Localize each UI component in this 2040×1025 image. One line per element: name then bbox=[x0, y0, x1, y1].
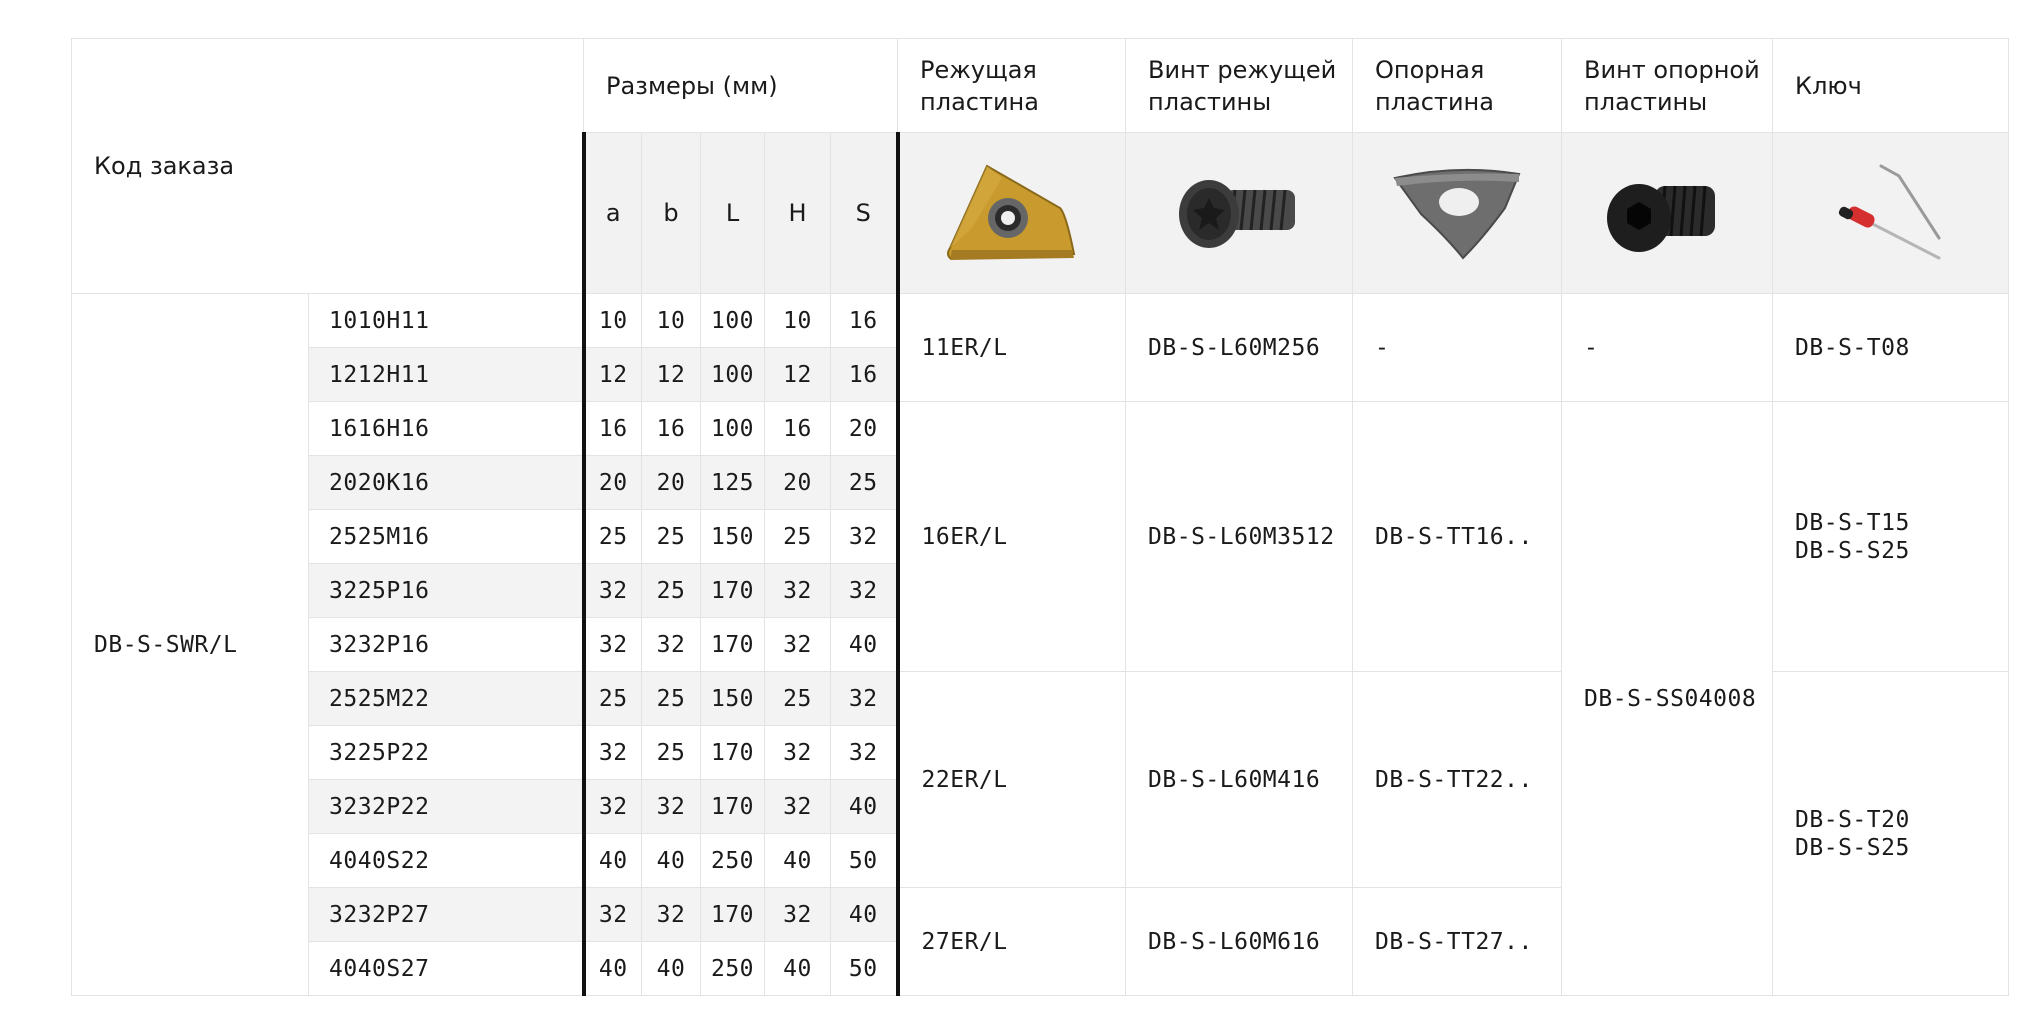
order-code-cell: 1010H11 bbox=[309, 294, 584, 348]
key-image bbox=[1773, 133, 2009, 294]
dim-H-cell: 32 bbox=[765, 564, 831, 618]
dim-S-cell: 32 bbox=[831, 510, 898, 564]
triangular-gold-insert-icon bbox=[942, 158, 1082, 268]
header-key: Ключ bbox=[1773, 39, 2009, 133]
header-support-screw: Винт опорной пластины bbox=[1562, 39, 1773, 133]
header-dim-b: b bbox=[642, 133, 701, 294]
dim-S-cell: 50 bbox=[831, 942, 898, 996]
insert-cell-27: 27ER/L bbox=[898, 888, 1126, 996]
dim-b-cell: 12 bbox=[642, 348, 701, 402]
torx-screw-icon bbox=[1169, 158, 1309, 268]
support-plate-image bbox=[1353, 133, 1562, 294]
order-code-cell: 2525M16 bbox=[309, 510, 584, 564]
header-dimensions: Размеры (мм) bbox=[584, 39, 898, 133]
dim-S-cell: 32 bbox=[831, 726, 898, 780]
dim-L-cell: 170 bbox=[701, 618, 765, 672]
header-dim-L: L bbox=[701, 133, 765, 294]
dim-a-cell: 32 bbox=[584, 888, 642, 942]
dim-H-cell: 40 bbox=[765, 942, 831, 996]
header-dim-a: a bbox=[584, 133, 642, 294]
dim-L-cell: 125 bbox=[701, 456, 765, 510]
dim-H-cell: 10 bbox=[765, 294, 831, 348]
insert-cell-16: 16ER/L bbox=[898, 402, 1126, 672]
dim-H-cell: 16 bbox=[765, 402, 831, 456]
order-code-cell: 4040S27 bbox=[309, 942, 584, 996]
support-screw-image bbox=[1562, 133, 1773, 294]
screw-cell-22: DB-S-L60M416 bbox=[1126, 672, 1353, 888]
header-support-plate: Опорная пластина bbox=[1353, 39, 1562, 133]
dim-b-cell: 40 bbox=[642, 834, 701, 888]
table-row bbox=[72, 402, 2009, 456]
header-dim-H: H bbox=[765, 133, 831, 294]
header-dim-S: S bbox=[831, 133, 898, 294]
order-code-cell: 2525M22 bbox=[309, 672, 584, 726]
order-code-cell: 1212H11 bbox=[309, 348, 584, 402]
plate-cell-11: - bbox=[1353, 294, 1562, 402]
plate-cell-22: DB-S-TT22.. bbox=[1353, 672, 1562, 888]
key-cell-22-27 bbox=[1773, 672, 2009, 996]
header-order-code: Код заказа bbox=[72, 39, 584, 294]
dim-a-cell: 40 bbox=[584, 942, 642, 996]
dim-b-cell: 16 bbox=[642, 402, 701, 456]
dim-a-cell: 32 bbox=[584, 618, 642, 672]
dim-L-cell: 170 bbox=[701, 888, 765, 942]
dim-b-cell: 25 bbox=[642, 510, 701, 564]
dim-b-cell: 25 bbox=[642, 672, 701, 726]
plate-cell-27: DB-S-TT27.. bbox=[1353, 888, 1562, 996]
dim-a-cell: 32 bbox=[584, 780, 642, 834]
key-line: DB-S-S25 bbox=[1795, 834, 1910, 861]
key-line: DB-S-T20 bbox=[1795, 806, 1910, 833]
dim-L-cell: 170 bbox=[701, 726, 765, 780]
order-code-cell: 3225P22 bbox=[309, 726, 584, 780]
dim-a-cell: 25 bbox=[584, 510, 642, 564]
dim-S-cell: 16 bbox=[831, 294, 898, 348]
key-line: DB-S-T08 bbox=[1795, 334, 1910, 361]
dim-a-cell: 10 bbox=[584, 294, 642, 348]
triangular-shim-icon bbox=[1387, 158, 1527, 268]
dim-S-cell: 40 bbox=[831, 888, 898, 942]
dim-b-cell: 20 bbox=[642, 456, 701, 510]
dim-S-cell: 25 bbox=[831, 456, 898, 510]
order-code-cell: 3232P22 bbox=[309, 780, 584, 834]
dim-a-cell: 32 bbox=[584, 726, 642, 780]
dim-H-cell: 25 bbox=[765, 510, 831, 564]
dim-b-cell: 25 bbox=[642, 564, 701, 618]
dim-b-cell: 25 bbox=[642, 726, 701, 780]
insert-screw-image bbox=[1126, 133, 1353, 294]
table-row bbox=[72, 294, 2009, 348]
dim-S-cell: 16 bbox=[831, 348, 898, 402]
model-name: DB-S-SWR/L bbox=[72, 294, 309, 996]
dim-b-cell: 40 bbox=[642, 942, 701, 996]
dim-b-cell: 32 bbox=[642, 780, 701, 834]
dim-H-cell: 32 bbox=[765, 726, 831, 780]
dim-L-cell: 100 bbox=[701, 294, 765, 348]
dim-H-cell: 25 bbox=[765, 672, 831, 726]
key-cell-16 bbox=[1773, 402, 2009, 672]
dim-b-cell: 10 bbox=[642, 294, 701, 348]
dim-L-cell: 170 bbox=[701, 780, 765, 834]
cutting-insert-image bbox=[898, 133, 1126, 294]
dim-S-cell: 40 bbox=[831, 618, 898, 672]
header-insert-screw: Винт режущей пластины bbox=[1126, 39, 1353, 133]
dim-a-cell: 20 bbox=[584, 456, 642, 510]
dim-a-cell: 32 bbox=[584, 564, 642, 618]
order-code-cell: 3225P16 bbox=[309, 564, 584, 618]
key-line: DB-S-T15 bbox=[1795, 509, 1910, 536]
plate-screw-cell-11: - bbox=[1562, 294, 1773, 402]
torx-key-screwdriver-icon bbox=[1821, 158, 1961, 268]
dim-L-cell: 250 bbox=[701, 942, 765, 996]
plate-screw-cell-shared: DB-S-SS04008 bbox=[1562, 402, 1773, 996]
hex-socket-screw-icon bbox=[1597, 158, 1737, 268]
dim-H-cell: 40 bbox=[765, 834, 831, 888]
order-code-cell: 2020K16 bbox=[309, 456, 584, 510]
header-cutting-insert: Режущая пластина bbox=[898, 39, 1126, 133]
dim-H-cell: 32 bbox=[765, 888, 831, 942]
dim-S-cell: 40 bbox=[831, 780, 898, 834]
dim-a-cell: 40 bbox=[584, 834, 642, 888]
dim-a-cell: 25 bbox=[584, 672, 642, 726]
dim-L-cell: 150 bbox=[701, 672, 765, 726]
dim-S-cell: 20 bbox=[831, 402, 898, 456]
spec-table bbox=[71, 38, 2009, 996]
dim-b-cell: 32 bbox=[642, 888, 701, 942]
spec-table-wrapper bbox=[71, 38, 2009, 996]
dim-H-cell: 12 bbox=[765, 348, 831, 402]
screw-cell-27: DB-S-L60M616 bbox=[1126, 888, 1353, 996]
dim-L-cell: 250 bbox=[701, 834, 765, 888]
dim-S-cell: 32 bbox=[831, 672, 898, 726]
spec-table-body bbox=[72, 294, 2009, 996]
dim-S-cell: 50 bbox=[831, 834, 898, 888]
dim-L-cell: 170 bbox=[701, 564, 765, 618]
order-code-cell: 1616H16 bbox=[309, 402, 584, 456]
dim-L-cell: 150 bbox=[701, 510, 765, 564]
insert-cell-22: 22ER/L bbox=[898, 672, 1126, 888]
order-code-cell: 4040S22 bbox=[309, 834, 584, 888]
screw-cell-11: DB-S-L60M256 bbox=[1126, 294, 1353, 402]
dim-a-cell: 12 bbox=[584, 348, 642, 402]
dim-b-cell: 32 bbox=[642, 618, 701, 672]
plate-cell-16: DB-S-TT16.. bbox=[1353, 402, 1562, 672]
dim-H-cell: 20 bbox=[765, 456, 831, 510]
header-row-titles bbox=[72, 39, 2009, 133]
dim-L-cell: 100 bbox=[701, 402, 765, 456]
order-code-cell: 3232P27 bbox=[309, 888, 584, 942]
key-cell-11 bbox=[1773, 294, 2009, 402]
dim-S-cell: 32 bbox=[831, 564, 898, 618]
dim-L-cell: 100 bbox=[701, 348, 765, 402]
screw-cell-16: DB-S-L60M3512 bbox=[1126, 402, 1353, 672]
key-line: DB-S-S25 bbox=[1795, 537, 1910, 564]
order-code-cell: 3232P16 bbox=[309, 618, 584, 672]
insert-cell-11: 11ER/L bbox=[898, 294, 1126, 402]
dim-a-cell: 16 bbox=[584, 402, 642, 456]
dim-H-cell: 32 bbox=[765, 618, 831, 672]
dim-H-cell: 32 bbox=[765, 780, 831, 834]
